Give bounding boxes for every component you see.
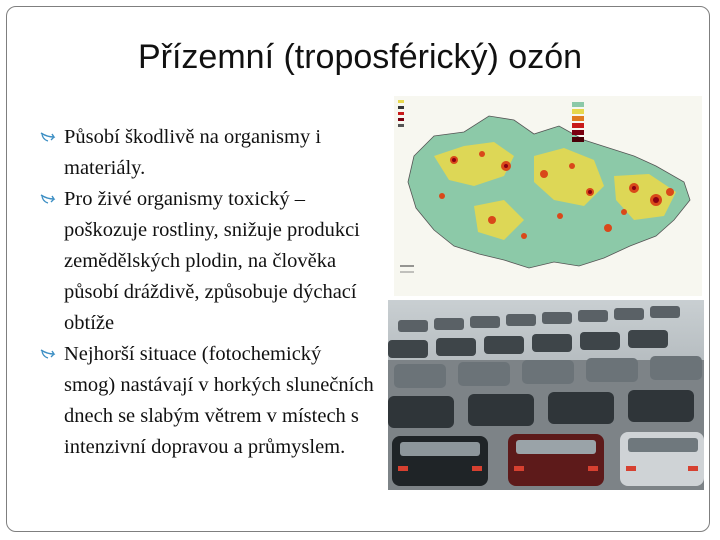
traffic-jam-photo-icon [388, 300, 704, 490]
bullet-item [36, 184, 376, 339]
bullet-item [36, 339, 376, 463]
bullet-arrow-icon [38, 122, 62, 153]
bullet-arrow-icon [38, 339, 62, 370]
bullet-text: Pro živé organismy toxický – poškozuje rostliny, snižuje produkci zemědělských plodin, na člověka působí dráždivě, způsobuje dýchací obtíže [64, 188, 360, 334]
bullet-arrow-icon [38, 184, 62, 215]
ozone-map-czech-republic-icon [394, 96, 702, 296]
bullet-text: Nejhorší situace (fotochemický smog) nastávají v horkých slunečních dnech se slabým větrem v místech s intenzivní dopravou a průmyslem. [64, 343, 374, 458]
traffic-jam-image [388, 300, 704, 490]
bullet-item [36, 122, 376, 184]
bullet-text: Působí škodlivě na organismy i materiály. [64, 126, 322, 179]
ozone-map-image [394, 96, 702, 296]
slide-title: Přízemní (troposférický) ozón [137, 38, 583, 76]
bullet-list [36, 122, 376, 463]
